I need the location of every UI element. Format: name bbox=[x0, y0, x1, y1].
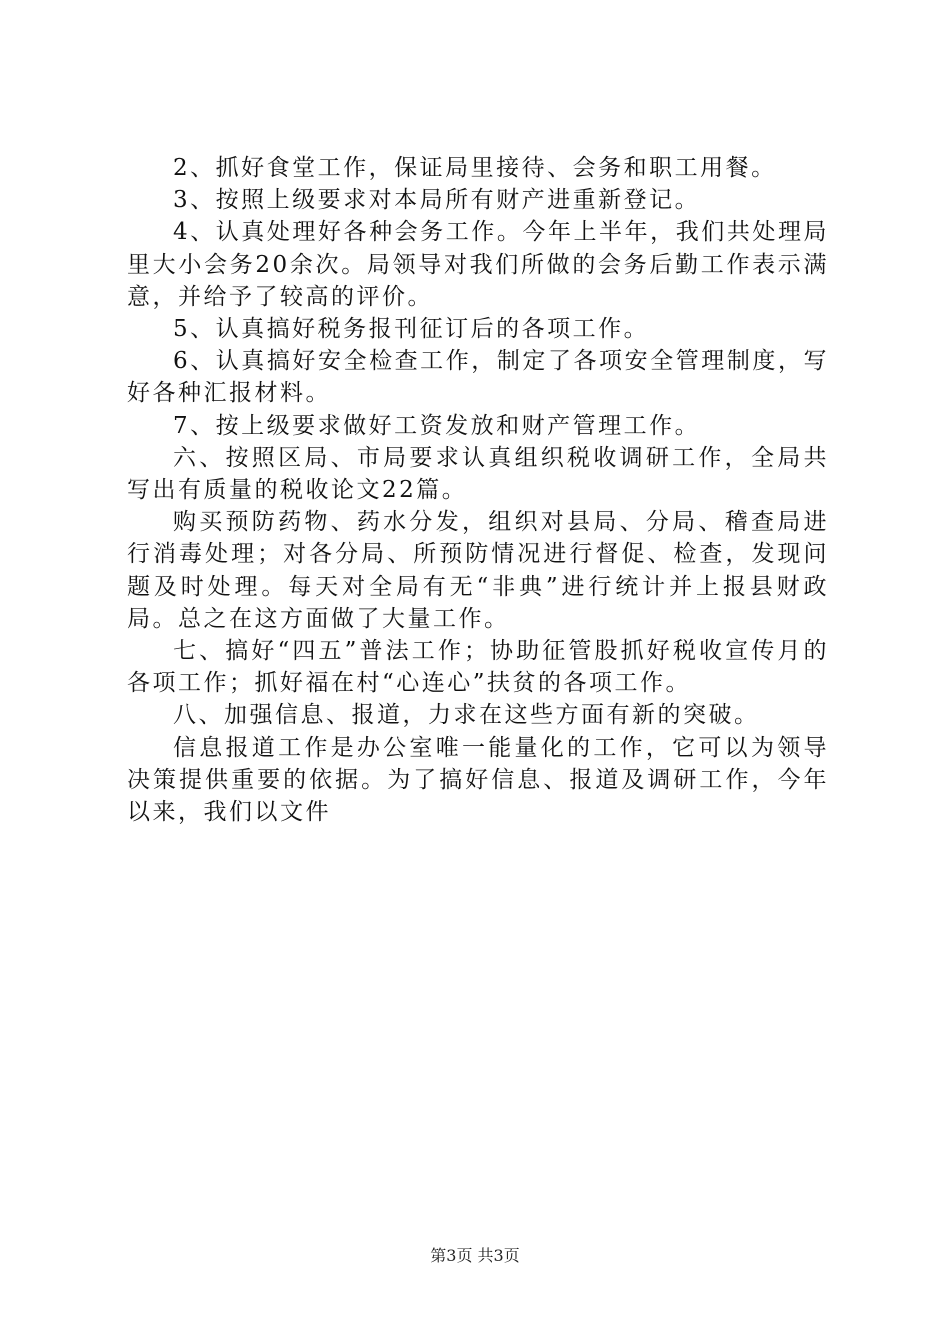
paragraph-section-8: 八、加强信息、报道，力求在这些方面有新的突破。 bbox=[173, 702, 760, 729]
paragraph-item-4: 4、认真处理好各种会务工作。今年上半年，我们共处理局里大小会务20余次。局领导对我们所做的会务后勤工作表示满意，并给予了较高的评价。 bbox=[127, 219, 829, 310]
paragraph-item-7: 7、按上级要求做好工资发放和财产管理工作。 bbox=[173, 412, 701, 439]
paragraph-item-5: 5、认真搞好税务报刊征订后的各项工作。 bbox=[173, 316, 650, 343]
body-text bbox=[127, 152, 829, 828]
paragraph-section-7: 七、搞好“四五”普法工作；协助征管股抓好税收宣传月的各项工作；抓好福在村“心连心”扶贫的各项工作。 bbox=[127, 638, 829, 697]
paragraph-section-6: 六、按照区局、市局要求认真组织税收调研工作，全局共写出有质量的税收论文22篇。 bbox=[127, 444, 829, 504]
paragraph-item-6: 6、认真搞好安全检查工作，制定了各项安全管理制度，写好各种汇报材料。 bbox=[127, 348, 829, 407]
paragraph-item-2: 2、抓好食堂工作，保证局里接待、会务和职工用餐。 bbox=[173, 155, 777, 181]
paragraph-sars-prevention: 购买预防药物、药水分发，组织对县局、分局、稽查局进行消毒处理；对各分局、所预防情况进行督促、检查，发现问题及时处理。每天对全局有无“非典”进行统计并上报县财政局。总之在这方面做了大量工作。 bbox=[127, 509, 829, 632]
paragraph-info-reporting: 信息报道工作是办公室唯一能量化的工作，它可以为领导决策提供重要的依据。为了搞好信息、报道及调研工作，今年以来，我们以文件 bbox=[127, 734, 829, 826]
page-number-footer: 第3页 共3页 bbox=[430, 1246, 520, 1265]
paragraph-item-3: 3、按照上级要求对本局所有财产进重新登记。 bbox=[173, 187, 701, 214]
